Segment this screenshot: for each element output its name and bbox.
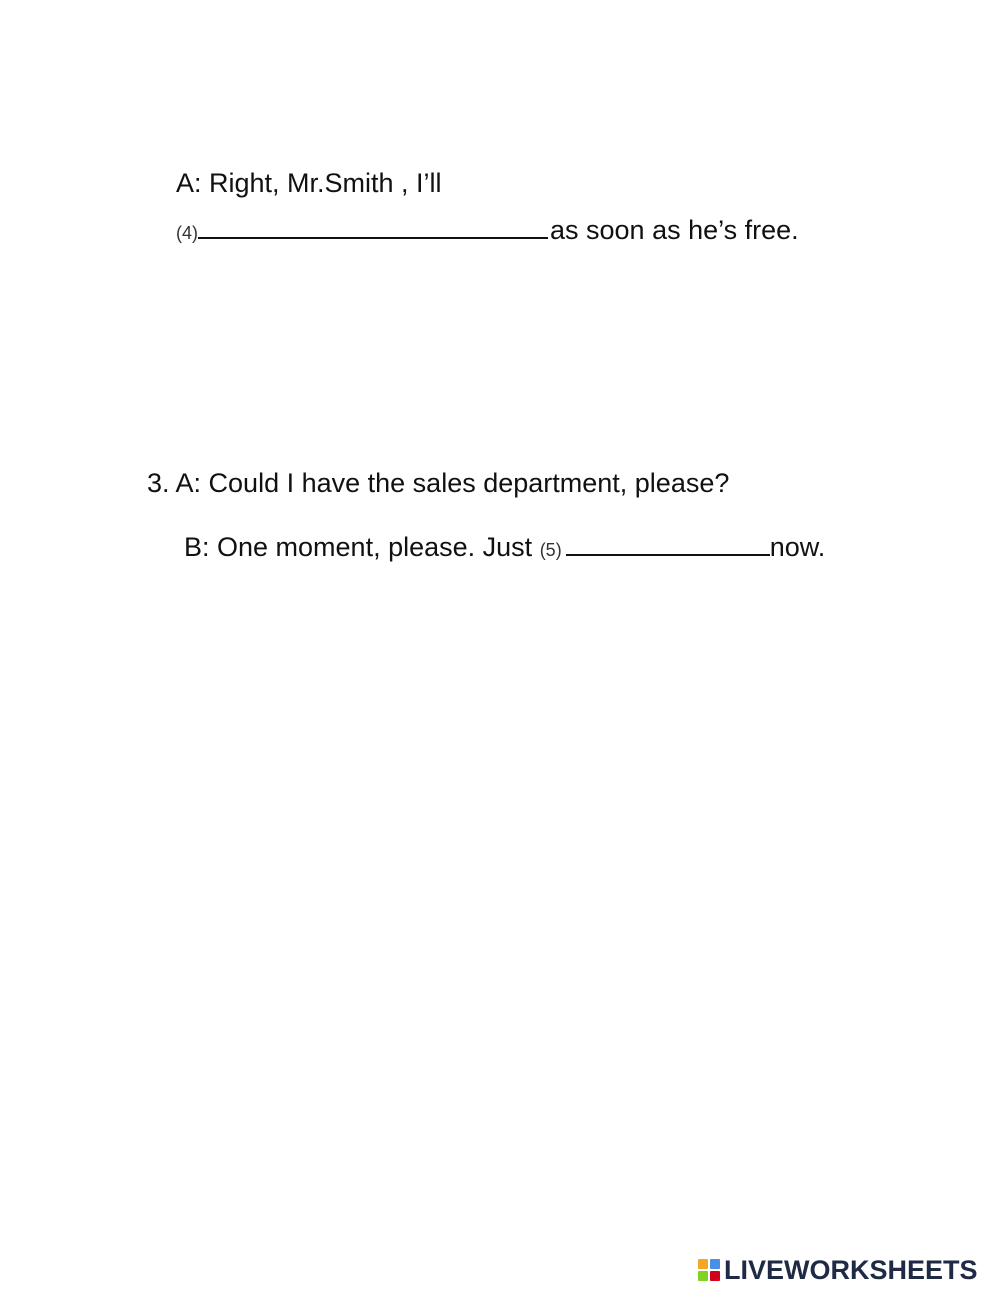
dialogue-3-line-a: 3. A: Could I have the sales department, please? (147, 468, 730, 498)
logo-text: LIVEWORKSHEETS (724, 1254, 978, 1285)
blank-number-4: (4) (176, 223, 198, 243)
liveworksheets-logo (698, 1255, 978, 1285)
dialogue-line-a-second (176, 215, 799, 244)
logo-squares-icon (698, 1259, 720, 1281)
answer-blank-4[interactable] (198, 215, 548, 239)
line-a-continuation: as soon as he’s free. (550, 215, 799, 245)
dialogue-3-line-b (184, 532, 825, 561)
line-b-start: B: One moment, please. Just (184, 532, 533, 562)
dialogue-line-a-first: A: Right, Mr.Smith , I’ll (176, 168, 442, 198)
blank-number-5: (5) (539, 540, 562, 560)
answer-blank-5[interactable] (566, 532, 770, 556)
line-b-end: now. (769, 532, 826, 562)
